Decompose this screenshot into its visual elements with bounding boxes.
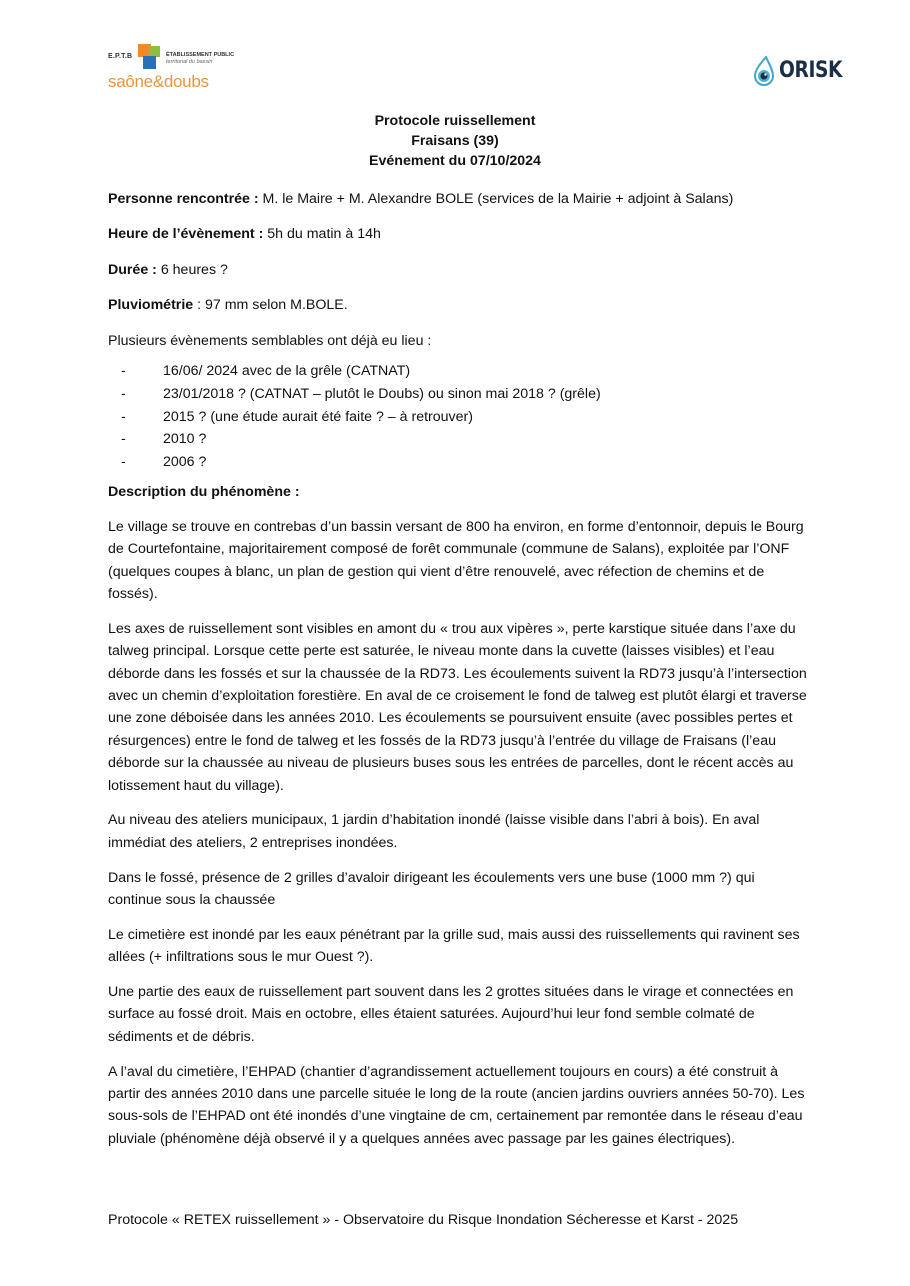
description-paragraph: Le cimetière est inondé par les eaux pénétrant par la grille sud, mais aussi des ruissellements qui ravinent ses allées (+ infiltrations sous le mur Ouest ?). (108, 926, 800, 966)
dash-bullet-icon: - (121, 386, 126, 403)
field-value: 6 heures ? (156, 261, 228, 278)
title-line-commune: Fraisans (39) (411, 133, 499, 149)
field-duration (108, 259, 808, 281)
eptb-saone-doubs-logo (108, 44, 238, 94)
description-paragraph: A l’aval du cimetière, l’EHPAD (chantier d’agrandissement actuellement toujours en cours) a été construit à partir des années 2010 dans une parcelle située le long de la route (ancien jardins ouvriers années 50-70). Les sous-sols de l’EHPAD ont été inondés d’une vingtaine de cm, certainement par remontée dans le réseau d’eau pluviale (phénomène déjà observé il y a quelques années avec passage par les gaines électriques). (108, 1063, 805, 1147)
eptb-logo-top-row (108, 44, 238, 70)
event-text: 2006 ? (163, 453, 207, 470)
field-rainfall (108, 294, 808, 316)
list-item (108, 406, 808, 429)
field-label: Heure de l’évènement : (108, 226, 264, 243)
dash-bullet-icon: - (121, 453, 126, 470)
list-item (108, 428, 808, 451)
page-footer: Protocole « RETEX ruissellement » - Observatoire du Risque Inondation Sécheresse et Karst - 2025 (108, 1212, 739, 1228)
previous-events-intro: Plusieurs évènements semblables ont déjà eu lieu : (108, 332, 432, 349)
eptb-name: saône&doubs (108, 72, 209, 91)
field-event-time (108, 223, 808, 245)
field-label: Durée : (108, 261, 157, 278)
eptb-subtitle-line1: ÉTABLISSEMENT PUBLIC (166, 52, 235, 58)
description-paragraph: Au niveau des ateliers municipaux, 1 jardin d’habitation inondé (laisse visible dans l’abri à bois). En aval immédiat des ateliers, 2 entreprises inondées. (108, 812, 760, 851)
dash-bullet-icon: - (121, 363, 126, 380)
eptb-squares-icon (136, 44, 162, 70)
event-text: 16/06/ 2024 avec de la grêle (CATNAT) (163, 363, 411, 380)
orisk-logo (752, 54, 850, 88)
eptb-abbrev: E.P.T.B (108, 53, 133, 60)
field-value: 5h du matin à 14h (263, 226, 381, 243)
event-text: 2015 ? (une étude aurait été faite ? – à retrouver) (163, 408, 473, 425)
dash-bullet-icon: - (121, 431, 126, 448)
dash-bullet-icon: - (121, 408, 126, 425)
description-heading: Description du phénomène : (108, 484, 300, 501)
eptb-subtitle-line2: territorial du bassin (166, 59, 213, 65)
previous-events-list (108, 360, 808, 473)
description-paragraph: Les axes de ruissellement sont visibles en amont du « trou aux vipères », perte karstique située dans l’axe du talweg principal. Lorsque cette perte est saturée, le niveau monte dans la cuvette (laisses visibles) et l’eau déborde dans les fossés et sur la chaussée de la RD73. Les écoulements suivent la RD73 jusqu’à l’intersection avec un chemin d’exploitation forestière. En aval de ce croisement le fond de talweg est plutôt élargi et traverse une zone déboisée dans les années 2010. Les écoulements se poursuivent ensuite (avec possibles pertes et résurgences) entre le fond de talweg et les fossés de la RD73 jusqu’à l’entrée du village de Fraisans (l’eau déborde sur la chaussée au niveau de plusieurs buses sous les entrées de parcelles, dont le récent accès au lotissement haut du village). (108, 620, 807, 794)
field-person-met (108, 188, 808, 210)
description-paragraph: Le village se trouve en contrebas d’un bassin versant de 800 ha environ, en forme d’entonnoir, depuis le Bourg de Courtefontaine, majoritairement composé de forêt communale (commune de Salans), exploitée par l’ONF (quelques coupes à blanc, un plan de gestion qui vient d’être renouvelé, avec réfection de chemins et de fossés). (108, 518, 804, 603)
orisk-wordmark: ORISK (779, 58, 843, 83)
list-item (108, 451, 808, 474)
title-line-protocol: Protocole ruissellement (374, 113, 536, 129)
description-paragraph: Dans le fossé, présence de 2 grilles d’avaloir dirigeant les écoulements vers une buse (1000 mm ?) qui continue sous la chaussée (108, 869, 755, 909)
water-drop-eye-icon (752, 56, 776, 86)
list-item (108, 383, 808, 406)
document-body (108, 188, 808, 1163)
eptb-subtitle (166, 52, 238, 66)
field-value: M. le Maire + M. Alexandre BOLE (services de la Mairie + adjoint à Salans) (258, 191, 734, 207)
title-line-event-date: Evénement du 07/10/2024 (369, 153, 541, 169)
description-paragraph: Une partie des eaux de ruissellement part souvent dans les 2 grottes situées dans le virage et connectées en surface au fossé droit. Mais en octobre, elles étaient saturées. Aujourd’hui leur fond semble colmaté de sédiments et de débris. (108, 984, 794, 1045)
list-item (108, 360, 808, 383)
event-text: 2010 ? (163, 431, 207, 448)
document-title (0, 111, 910, 171)
field-label: Personne rencontrée : (108, 191, 259, 207)
field-label: Pluviométrie (108, 297, 194, 314)
field-value: : 97 mm selon M.BOLE. (193, 297, 348, 314)
event-text: 23/01/2018 ? (CATNAT – plutôt le Doubs) ou sinon mai 2018 ? (grêle) (163, 386, 601, 403)
blue-square-icon (143, 56, 156, 69)
